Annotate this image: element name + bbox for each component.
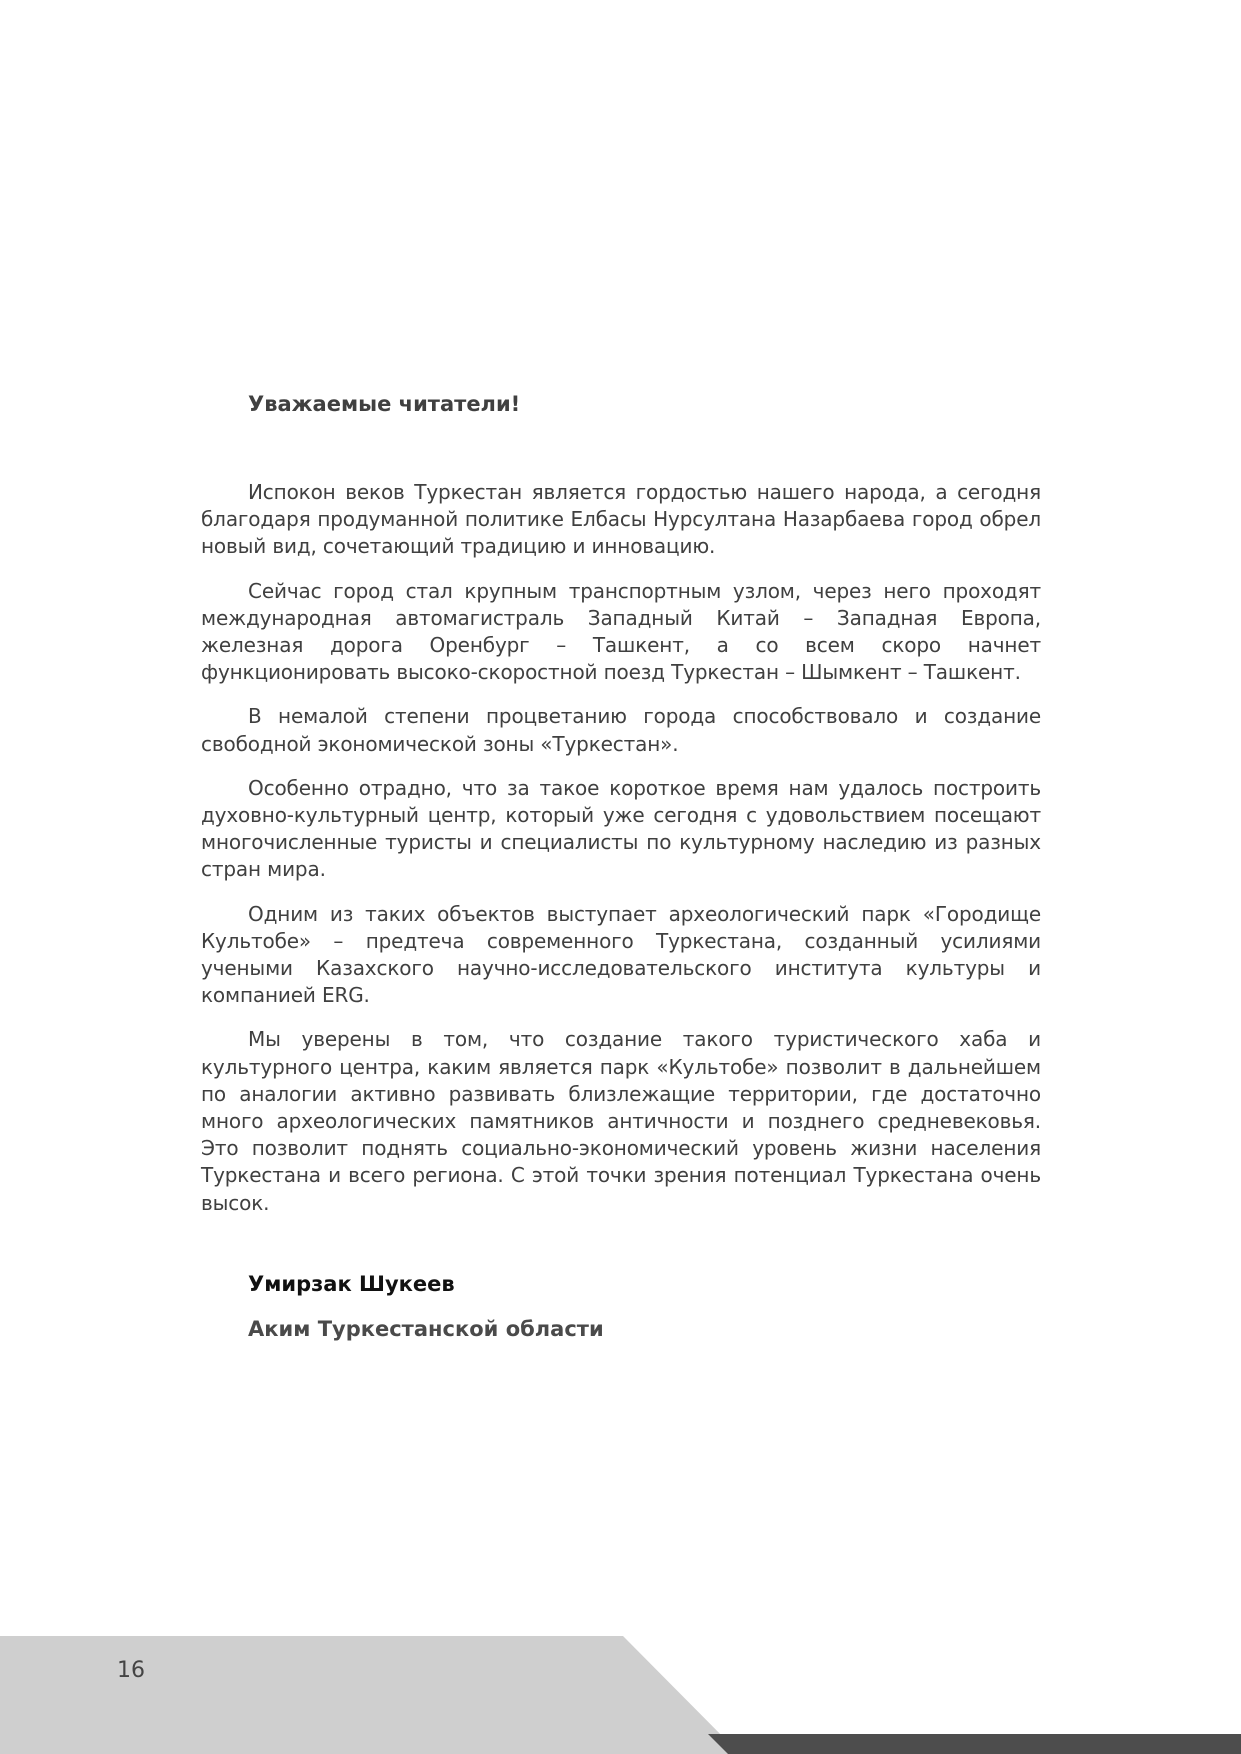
- letter-body: [201, 479, 1041, 1217]
- paragraph: В немалой степени процветанию города способствовало и создание свободной экономической зоны «Туркестан».: [201, 704, 1041, 756]
- paragraph: Одним из таких объектов выступает археологический парк «Городище Культобе» – предтеча современного Туркестана, созданный усилиями учеными Казахского научно-исследовательского института культуры и компанией ERG.: [201, 901, 1041, 1008]
- footer-decoration: [0, 1636, 1241, 1754]
- paragraph: Сейчас город стал крупным транспортным узлом, через него проходят международная автомагистраль Западный Китай – Западная Европа, железная дорога Оренбург – Ташкент, а со всем скоро начнет функционировать высоко-скоростной поезд Туркестан – Шымкент – Ташкент.: [201, 578, 1041, 685]
- page-number: 16: [117, 1658, 145, 1683]
- paragraph: Испокон веков Туркестан является гордостью нашего народа, а сегодня благодаря продуманной политике Елбасы Нурсултана Назарбаева город обрел новый вид, сочетающий традицию и инновацию.: [201, 480, 1041, 559]
- signatory-name: Умирзак Шукеев: [248, 1271, 455, 1296]
- signature-block: [201, 1270, 1041, 1343]
- paragraph: Мы уверены в том, что создание такого туристического хаба и культурного центра, каким является парк «Культобе» позволит в дальнейшем по аналогии активно развивать близлежащие территории, где достаточно много археологических памятников античности и позднего средневековья. Это позволит поднять социально-экономический уровень жизни населения Туркестана и всего региона. С этой точки зрения потенциал Туркестана очень высок.: [201, 1027, 1041, 1215]
- letter-content: [201, 390, 1041, 1343]
- greeting-heading: Уважаемые читатели!: [248, 392, 521, 416]
- signatory-title: Аким Туркестанской области: [248, 1316, 604, 1341]
- paragraph: Особенно отрадно, что за такое короткое время нам удалось построить духовно-культурный центр, который уже сегодня с удовольствием посещают многочисленные туристы и специалисты по культурному наследию из разных стран мира.: [201, 775, 1041, 882]
- footer-light-band: [0, 1636, 740, 1754]
- footer-dark-band: [708, 1734, 1241, 1754]
